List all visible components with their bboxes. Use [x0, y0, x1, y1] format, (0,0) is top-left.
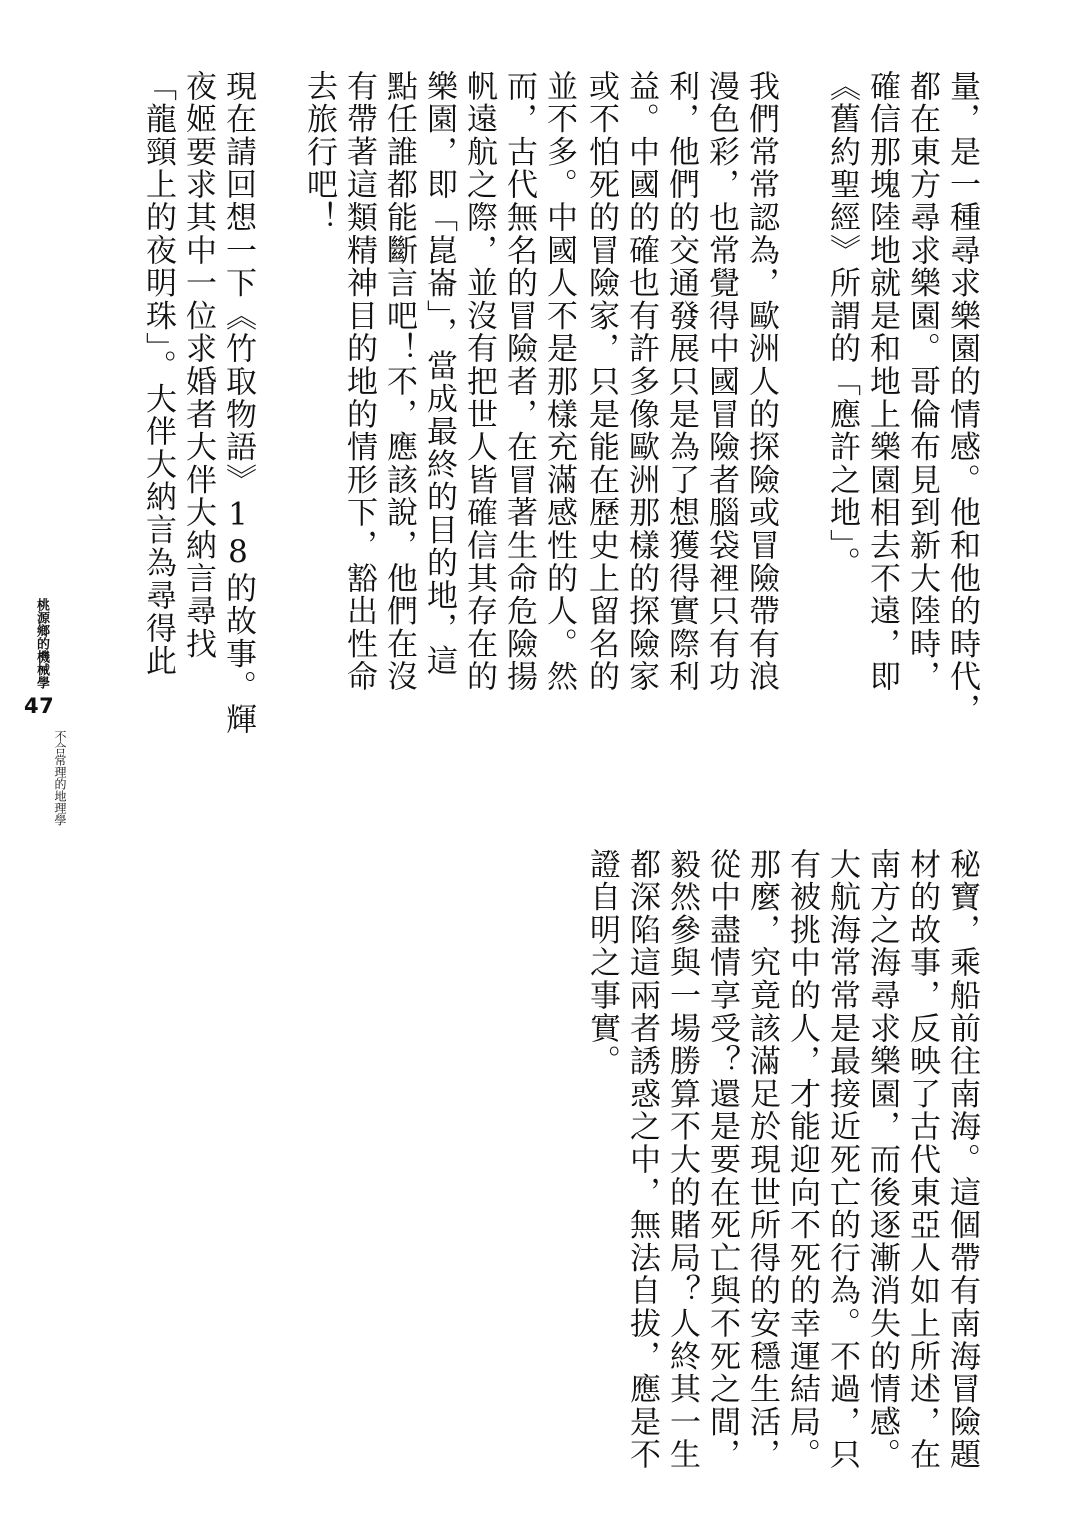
text-column: 現在請回想一下《竹取物語》18的故事。輝	[220, 70, 256, 736]
page-number: 47	[24, 694, 55, 718]
text-column: 樂園，即「崑崙」，當成最終的目的地，這	[421, 70, 457, 678]
text-column: 秘寶，乘船前往南海。這個帶有南海冒險題	[944, 848, 980, 1472]
text-column: 夜姬要求其中一位求婚者大伴大納言尋找	[180, 70, 216, 661]
book-title: 桃源鄉的機械學	[34, 598, 49, 689]
text-column: 確信那塊陸地就是和地上樂園相去不遠，即	[864, 70, 900, 694]
text-column: 有帶著這類精神目的地的情形下，豁出性命	[341, 70, 377, 694]
text-column: 大航海常常是最接近死亡的行為。不過，只	[824, 848, 860, 1472]
text-column: 而，古代無名的冒險者，在冒著生命危險揚	[501, 70, 537, 694]
text-column: 都深陷這兩者誘惑之中，無法自拔，應是不	[624, 848, 660, 1472]
text-column: 南方之海尋求樂園，而後逐漸消失的情感。	[864, 848, 900, 1472]
text-column: 我們常常認為，歐洲人的探險或冒險帶有浪	[743, 70, 779, 694]
text-column: 那麼，究竟該滿足於現世所得的安穩生活，	[744, 848, 780, 1472]
text-column: 毅然參與一場勝算不大的賭局？人終其一生	[664, 848, 700, 1472]
text-column: 帆遠航之際，並沒有把世人皆確信其存在的	[461, 70, 497, 694]
text-column: 量，是一種尋求樂園的情感。他和他的時代，	[944, 70, 980, 726]
text-column: 漫色彩，也常覺得中國冒險者腦袋裡只有功	[703, 70, 739, 694]
text-column: 點任誰都能斷言吧！不，應該說，他們在沒	[381, 70, 417, 694]
text-column: 去旅行吧！	[301, 70, 337, 234]
text-column: 益。中國的確也有許多像歐洲那樣的探險家	[623, 70, 659, 694]
text-column: 證自明之事實。	[584, 848, 620, 1078]
text-column: 「龍頸上的夜明珠」。大伴大納言為尋得此	[140, 70, 176, 678]
text-column: 都在東方尋求樂園。哥倫布見到新大陸時，	[904, 70, 940, 694]
chapter-title: 不合常理的地理學	[53, 730, 67, 826]
text-column: 《舊約聖經》所謂的「應許之地」。	[824, 70, 860, 580]
text-column: 有被挑中的人，才能迎向不死的幸運結局。	[784, 848, 820, 1472]
text-column: 材的故事，反映了古代東亞人如上所述，在	[904, 848, 940, 1472]
text-column: 利，他們的交通發展只是為了想獲得實際利	[663, 70, 699, 694]
text-column: 從中盡情享受？還是要在死亡與不死之間，	[704, 848, 740, 1472]
text-column: 或不怕死的冒險家，只是能在歷史上留名的	[583, 70, 619, 694]
text-column: 並不多。中國人不是那樣充滿感性的人。然	[541, 70, 577, 694]
